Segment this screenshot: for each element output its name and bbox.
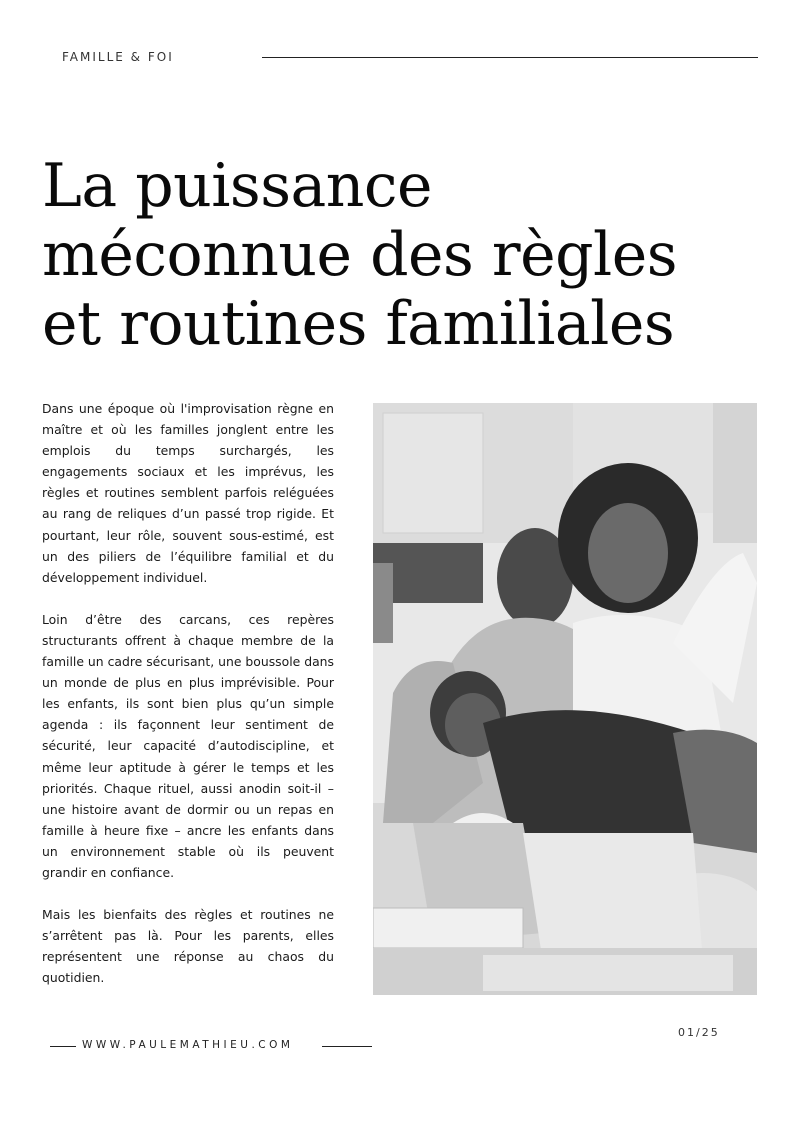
article-body (42, 398, 334, 1009)
title-line-2: méconnue des règles (42, 220, 678, 290)
paragraph-3: Mais les bienfaits des règles et routines ne s’arrêtent pas là. Pour les parents, elles représentent une réponse au chaos du quotidien. (42, 907, 334, 986)
page-title (42, 152, 772, 359)
family-photo (373, 403, 757, 995)
footer-divider-left (50, 1046, 76, 1047)
website-link[interactable]: WWW.PAULEMATHIEU.COM (82, 1039, 294, 1051)
footer-divider-right (322, 1046, 372, 1047)
paragraph-2: Loin d’être des carcans, ces repères structurants offrent à chaque membre de la famille un cadre sécurisant, une boussole dans un monde de plus en plus imprévisible. Pour les enfants, ils sont bien plus qu’un simple agenda : ils façonnent leur sentiment de sécurité, leur capacité d’autodiscipline, et même leur aptitude à gérer le temps et les priorités. Chaque rituel, aussi anodin soit-il – une histoire avant de dormir ou un repas en famille à heure fixe – ancre les enfants dans un environnement stable où ils peuvent grandir en confiance. (42, 611, 334, 880)
title-line-3: et routines familiales (42, 289, 675, 359)
family-photo-illustration (373, 403, 757, 995)
section-label: FAMILLE & FOI (62, 50, 174, 64)
page-number: 01/25 (678, 1026, 720, 1039)
header-divider (262, 57, 758, 58)
title-line-1: La puissance (42, 151, 433, 221)
paragraph-1: Dans une époque où l'improvisation règne en maître et où les familles jonglent entre les emplois du temps surchargés, les engagements sociaux et les imprévus, les règles et routines semblent parfois reléguées au rang de reliques d’un passé trop rigide. Et pourtant, leur rôle, souvent sous-estimé, est un des piliers de l’équilibre familial et du développement individuel. (42, 401, 334, 585)
